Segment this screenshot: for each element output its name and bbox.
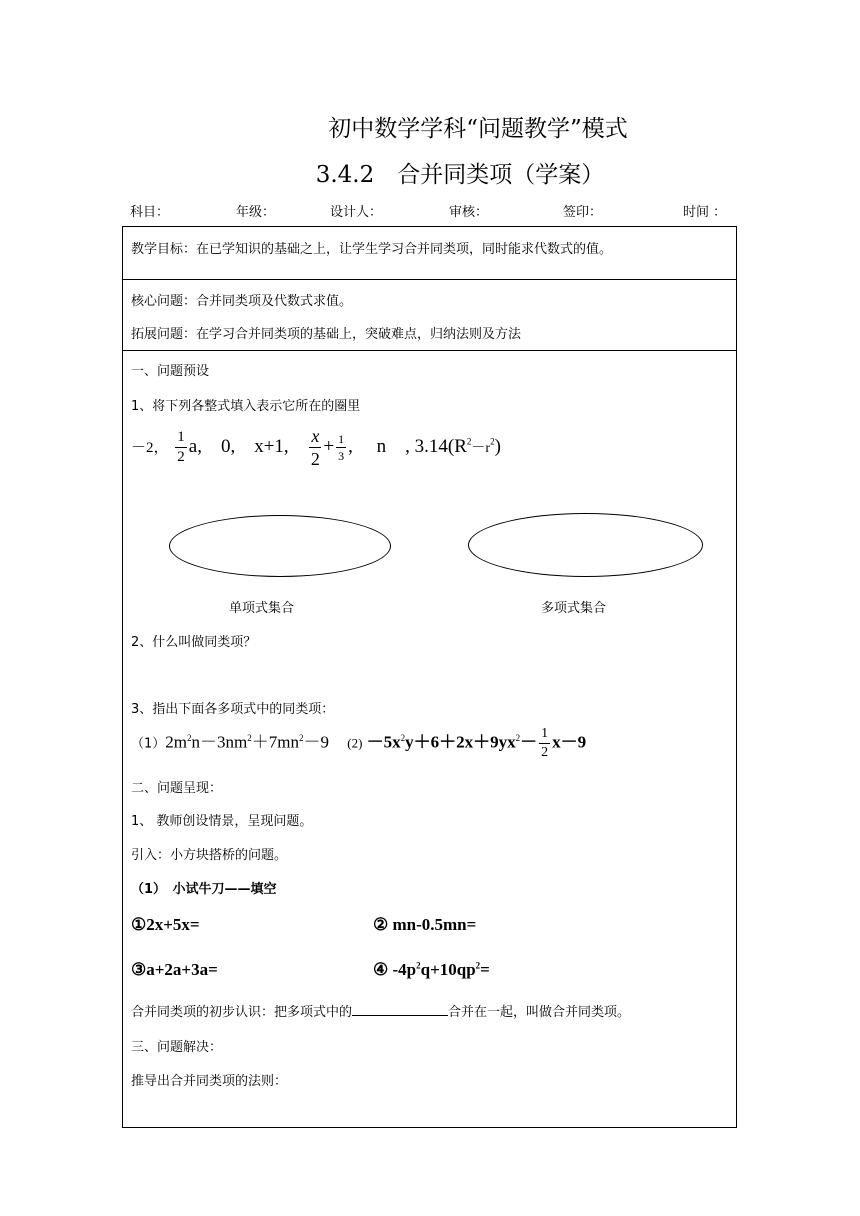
poly2-term: y＋6＋2x＋9yx bbox=[405, 732, 516, 752]
poly2-term: － bbox=[520, 732, 538, 752]
close-paren: ) bbox=[494, 435, 501, 457]
exercise-4-term: q+10qp bbox=[420, 960, 476, 979]
row-divider bbox=[123, 279, 736, 280]
definition-text: 合并同类项的初步认识：把多项式中的 bbox=[131, 1005, 353, 1020]
definition-sentence bbox=[131, 1001, 630, 1020]
field-time: 时间 ： bbox=[683, 205, 727, 220]
poly1-label: （1） bbox=[131, 736, 166, 752]
section3-item: 推导出合并同类项的法则： bbox=[131, 1074, 288, 1089]
superscript: 2 bbox=[187, 732, 192, 743]
fraction-half: $\frac{1}{2}$ bbox=[177, 429, 185, 465]
definition-text: 合并在一起，叫做合并同类项。 bbox=[448, 1005, 631, 1020]
superscript: 2 bbox=[247, 732, 252, 743]
superscript: 2 bbox=[475, 960, 481, 971]
section2-heading: 二、问题呈现： bbox=[131, 781, 223, 796]
intro-text: 引入：小方块搭桥的问题。 bbox=[131, 848, 288, 863]
monomial-set-label: 单项式集合 bbox=[229, 601, 295, 616]
superscript: 2 bbox=[416, 960, 421, 971]
fraction-x-over-2: $\frac{x}{2}$ bbox=[310, 426, 320, 469]
poly1-term: n－3nm bbox=[191, 732, 248, 752]
poly2-term: －5x bbox=[366, 732, 401, 752]
superscript: 2 bbox=[490, 436, 495, 447]
expression-list bbox=[131, 427, 501, 468]
section2-item-1: 1、 教师创设情景，呈现问题。 bbox=[131, 814, 313, 829]
plus-sign: + bbox=[323, 435, 335, 457]
exercise-3: ③a+2a+3a= bbox=[131, 960, 218, 979]
question-3: 3、指出下面各多项式中的同类项： bbox=[131, 702, 335, 717]
poly2-label: (2) bbox=[347, 735, 363, 751]
terms-a-0-x1: a, 0, x+1, bbox=[188, 435, 289, 457]
monomial-set-ellipse bbox=[169, 515, 391, 577]
exercise-4-term: ④ -4p bbox=[373, 960, 417, 979]
fill-in-blank[interactable] bbox=[352, 1003, 448, 1016]
superscript: 2 bbox=[298, 732, 304, 743]
polynomial-1-and-2 bbox=[131, 727, 586, 760]
worksheet-table bbox=[122, 226, 737, 1128]
polynomial-set-ellipse bbox=[468, 513, 703, 577]
poly1-term: －9 bbox=[303, 732, 329, 752]
fraction-third: $\frac{1}{3}$ bbox=[338, 432, 345, 463]
poly1-term: ＋7mn bbox=[251, 732, 299, 752]
row-divider bbox=[123, 350, 736, 351]
page-subtitle: 3.4.2 合并同类项（学案） bbox=[315, 162, 605, 188]
superscript: 2 bbox=[515, 732, 521, 743]
question-1: 1、将下列各整式填入表示它所在的圈里 bbox=[131, 399, 361, 414]
section3-heading: 三、问题解决： bbox=[131, 1040, 223, 1055]
practice-heading: （1） 小试牛刀——填空 bbox=[131, 882, 277, 897]
field-subject: 科目： bbox=[130, 205, 170, 220]
teaching-goal: 教学目标：在已学知识的基础之上，让学生学习合并同类项，同时能求代数式的值。 bbox=[131, 242, 613, 257]
exercise-4-term: = bbox=[480, 960, 490, 979]
exercise-4 bbox=[373, 960, 490, 980]
extended-question: 拓展问题：在学习合并同类项的基础上，突破难点，归纳法则及方法 bbox=[131, 327, 522, 342]
page-title: 初中数学学科“问题教学”模式 bbox=[328, 116, 628, 142]
core-question: 核心问题：合并同类项及代数式求值。 bbox=[131, 294, 353, 309]
term-minus-r: －r bbox=[471, 440, 491, 456]
field-review: 审核： bbox=[449, 205, 489, 220]
polynomial-set-label: 多项式集合 bbox=[541, 601, 607, 616]
term-neg2: －2， bbox=[131, 439, 169, 456]
field-seal: 签印： bbox=[563, 205, 603, 220]
poly1-term: 2m bbox=[165, 732, 188, 752]
superscript: 2 bbox=[400, 732, 406, 743]
section1-heading: 一、问题预设 bbox=[131, 364, 210, 379]
exercise-2: ② mn-0.5mn= bbox=[373, 915, 477, 934]
field-designer: 设计人： bbox=[330, 205, 383, 220]
question-2: 2、什么叫做同类项？ bbox=[131, 635, 257, 650]
fraction-half: $\frac{1}{2}$ bbox=[541, 726, 549, 760]
superscript: 2 bbox=[466, 436, 472, 447]
poly2-term: x－9 bbox=[552, 732, 587, 752]
terms-n-314: , n , 3.14(R bbox=[348, 435, 467, 457]
field-grade: 年级： bbox=[236, 205, 276, 220]
exercise-1: ①2x+5x= bbox=[131, 915, 200, 934]
